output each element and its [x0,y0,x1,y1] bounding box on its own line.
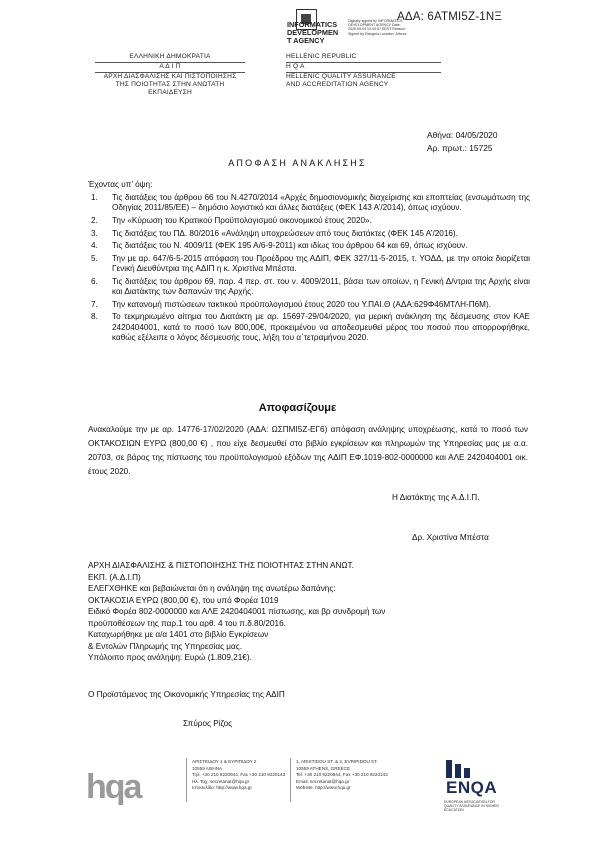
list-number: 4. [91,241,98,251]
list-text: Την κατανομή πιστώσεων τακτικού προϋπολογισμού έτους 2020 του Υ.ΠΑΙ.Θ (ΑΔΑ:629Φ46ΜΤΛΗ-Π6Μ). [112,299,492,309]
header-right-line: AND ACCREDITATION AGENCY [286,81,389,88]
signatory-role: Η Διατάκτης της Α.Δ.Ι.Π. [392,493,480,502]
header-right-line: HELLENIC REPUBLIC [286,53,357,60]
enqa-subtitle: EUROPEAN ASSOCIATION FOR QUALITY ASSURANCE IN HIGHER EDUCATION [444,800,499,812]
list-item [91,216,530,226]
header-left-line: ΑΡΧΗ ΔΙΑΣΦΑΛΙΣΗΣ ΚΑΙ ΠΙΣΤΟΠΟΙΗΣΗΣ [103,73,237,80]
list-number: 6. [91,276,98,286]
footer-line: Ιστοσελίδα: http://www.hqa.gr [192,785,252,790]
enqa-logo: ENQA [446,778,498,797]
footer-line: 1, ARISTIDOU ST. & 2, EVRIPIDOU ST. [296,759,378,764]
check-line: Καταχωρήθηκε με α/α 1401 στο βιβλίο Εγκρίσεων [88,630,269,639]
list-number: 3. [91,228,98,238]
footer-line: Τηλ. +30 210 9220944, Fax +30 210 9220143 [192,772,286,777]
footer-line: 10559 ATHENS, GREECE [296,765,351,771]
list-number: 8. [91,312,98,322]
hqa-logo: hqa [86,768,141,806]
list-text: Την με αρ. 647/6-5-2015 απόφαση του Προέδρου της ΑΔΙΠ, ΦΕΚ 327/11-5-2015, τ. ΥΟΔΔ, με την οποία διορίζεται Γενική Διευθύντρια της ΑΔΙΠ η κ. Χριστίνα Μπέστα. [112,253,530,274]
header-left-line: ΕΛΛΗΝΙΚΗ ΔΗΜΟΚΡΑΤΙΑ [129,53,211,60]
list-number: 7. [91,299,98,309]
check-line: Υπόλοιπο προς ανάληψη: Ευρώ (1.809,21€). [88,653,252,662]
list-number: 1. [91,193,98,202]
signature-org-name [287,21,338,45]
check-line: ΑΡΧΗ ΔΙΑΣΦΑΛΙΣΗΣ & ΠΙΣΤΟΠΟΙΗΣΗΣ ΤΗΣ ΠΟΙΟΤΗΤΑΣ ΣΤΗΝ ΑΝΩΤ. [88,561,354,570]
finance-head-name: Σπύρος Ρίζος [183,719,233,728]
document-date: Αθήνα: 04/05/2020 [427,130,498,140]
check-line: ΕΛΕΓΧΘΗΚΕ και βεβαιώνεται ότι η ανάληψη της ανωτέρω δαπάνης: [88,584,336,593]
signature-org-line: T AGENCY [287,36,325,45]
financial-check-block [88,560,448,664]
footer-line: 10559 ΑΘΗΝΑ [192,765,223,771]
header-divider [286,62,441,63]
list-text: Τις διατάξεις του άρθρου 69, παρ. 4 περ. στ. του ν. 4009/2011, βάσει των οποίων, η Γενική Δ/ντρια της Αρχής είναι και Διατάκτης των δαπανών της Αρχής. [112,276,530,297]
list-text: Το τεκμηριωμένο αίτημα του Διατάκτη με αρ. 15697-29/04/2020, για μερική ανάκληση της δέσμευσης στον ΚΑΕ 2420404001, κατά το ποσό των 800,00€, προκειμένου να αποδεσμευθεί μέρος του ποσού που απορροφήθηκε, καθώς εξέλειπε ο λόγος δέσμευσής τους, λήξη του α΄τετραμήνου 2020. [112,312,530,343]
footer-line: Website: http://www.hqa.gr [296,785,351,790]
signature-org-line: DEVELOPMEN [287,28,339,37]
document-title: ΑΠΟΦΑΣΗ ΑΝΑΚΛΗΣΗΣ [228,158,367,168]
list-item [91,193,530,214]
list-text: Την «Κύρωση του Κρατικού Προϋπολογισμού οικονομικού έτους 2020». [112,216,372,225]
enqa-emblem-icon [444,758,484,780]
header-left-line: ΤΗΣ ΠΟΙΟΤΗΤΑΣ ΣΤΗΝ ΑΝΩΤΑΤΗ ΕΚΠΑΙΔΕΥΣΗ [115,81,225,96]
considerations-list [91,193,530,346]
check-line: ΕΚΠ. (Α.Δ.Ι.Π) [88,572,141,582]
check-line: ΟΚΤΑΚΟΣΙΑ ΕΥΡΩ (800,00 €), του υπό Φορέα 1019 [88,595,279,605]
protocol-number: Αρ. πρωτ.: 15725 [427,143,493,153]
finance-head-role: Ο Προϊστάμενος της Οικονομικής Υπηρεσίας της ΑΔΙΠ [88,690,285,699]
list-item [91,299,530,310]
footer-line: Tel. +30 210 9220944, Fax +30 210 9220143 [296,772,388,777]
intro-text: Έχοντας υπ’ όψη: [88,180,153,189]
footer-divider [290,758,291,802]
footer-line: ΑΡΙΣΤΕΙΔΟΥ 1 & ΕΥΡΙΠΙΔΟΥ 2 [192,759,257,764]
footer-line: Ηλ. Ταχ. secretariat@hqa.gr [192,778,250,784]
footer-divider [186,758,187,802]
header-right-line: H Q A [286,63,305,70]
check-line: Ειδικό Φορέα 802-0000000 και ΑΛΕ 2420404001 πίστωσης, και βρ συνδρομή των [88,607,386,616]
list-number: 5. [91,253,98,263]
list-text: Τις διατάξεις του άρθρου 66 του Ν.4270/2014 «Αρχές δημοσιονομικής διαχείρισης και εποπτείας (ενσωμάτωση της Οδηγίας 2011/85/ΕΕ) – δημόσιο λογιστικό και άλλες διατάξεις (ΦΕΚ 143 Α’/2014), όπως ισχύουν. [112,193,530,213]
decision-text: Ανακαλούμε την με αρ. 14776-17/02/2020 (ΑΔΑ: ΩΣΠΜΙ5Ζ-ΕΓ6) απόφαση ανάληψης υποχρέωσης, κατά το ποσό των ΟΚΤΑΚΟΣΙΩΝ ΕΥΡΩ (800,00 €) , που είχε δεσμευθεί στο βιβλίο εγκρίσεων και πληρωμών της Υπηρεσίας μας με α.α. 20703, σε βάρος της πίστωσης του προϋπολογισμού εξόδων της ΑΔΙΠ ΕΦ.1019-802-0000000 και ΑΛΕ 2420404001 οικ. έτους 2020. [88,425,528,476]
list-item [91,312,530,343]
list-item [91,276,530,298]
decision-heading: Αποφασίζουμε [258,402,337,414]
header-right-line: HELLENIC QUALITY ASSURANCE [286,73,396,80]
check-line: & Εντολών Πληρωμής της Υπηρεσίας μας. [88,641,242,651]
ada-code: ΑΔΑ: 6ΑΤΜΙ5Ζ-1ΝΞ [397,11,503,23]
footer-line: Email: secretariat@hqa.gr [296,778,350,784]
date-block [427,129,498,155]
list-number: 2. [91,216,98,225]
list-item [91,241,530,251]
signature-details: Digitally signed by INFORMATICS DEVELOPMENT AGENCY Date: 2020.05.04 12:03:57 EEST Reason: Signed by Diavgeia Location: Athens [348,19,407,36]
list-text: Τις διατάξεις του ΠΔ. 80/2016 «Ανάληψη υποχρεώσεων από τους διατάκτες (ΦΕΚ 145 Α’/2016). [112,228,458,238]
footer-address-english [296,759,388,792]
check-line: προϋποθέσεων της παρ.1 του αρθ. 4 του π.δ.80/2016. [88,618,286,628]
header-left-line: Α Δ Ι Π [159,63,181,70]
signatory-name: Δρ. Χριστίνα Μπέστα [412,533,489,542]
list-item [91,253,530,275]
list-text: Τις διατάξεις του Ν. 4009/11 (ΦΕΚ 195 Α/6-9-2011) και ιδίως του άρθρου 64 και 69, όπως ισχύουν. [112,241,468,251]
footer-address-greek [192,759,285,792]
list-item [91,228,530,239]
signature-org-line: INFORMATICS [287,20,338,29]
